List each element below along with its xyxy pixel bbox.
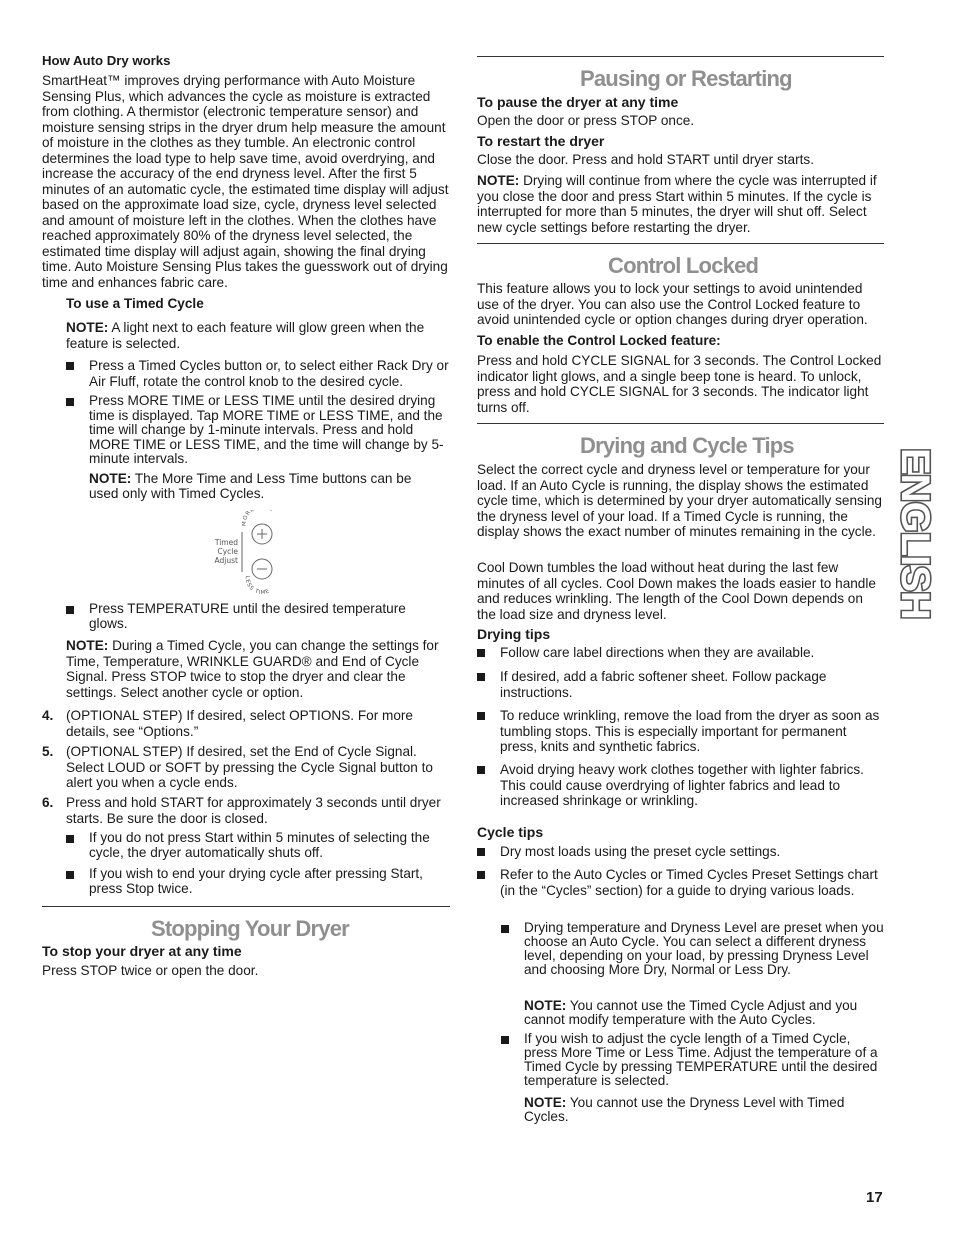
stopping-body: Press STOP twice or open the door. (42, 963, 259, 978)
stopping-title: Stopping Your Dryer (151, 916, 349, 941)
drying-tips-heading: Drying tips (477, 626, 551, 642)
language-side-tab (890, 448, 938, 628)
timed-bullet-2: Press MORE TIME or LESS TIME until the desired drying time is displayed. Tap MORE TIME or LESS TIME, and the time will change by 1-minute intervals. Press and hold MORE TIME or LESS TIME, and the time will change by 5-minute intervals. (89, 393, 444, 466)
tips-paragraph-2: Cool Down tumbles the load without heat during the last few minutes of all cycles. Cool Down makes the loads easier to handle and reduces wrinkling. The length of the Cool Down depends on the load size and dryness level. (477, 560, 876, 622)
figure-label-timed: Timed (214, 538, 238, 547)
how-auto-dry-body: SmartHeat™ improves drying performance with Auto Moisture Sensing Plus, which advances the cycle as moisture is extracted from clothing. A thermistor (electronic temperature sensor) and moisture sensing strips in the dryer drum help measure the amount of moisture in the clothes as they tumble. An electronic control determines the load type to help save time, avoid overdrying, and increase the accuracy of the end dryness level. After the first 5 minutes of an automatic cycle, the estimated time display will adjust based on the approximate load size, cycle, dryness level selected and amount of moisture left in the clothes. When the clothes have reached approximately 80% of the dryness level selected, the estimated time display will adjust again, showing the final drying time. Auto Moisture Sensing Plus takes the guesswork out of drying time and enhances fabric care. (42, 73, 449, 290)
how-auto-dry-heading: How Auto Dry works (42, 53, 171, 68)
page-number: 17 (866, 1189, 883, 1206)
timed-cycle-heading: To use a Timed Cycle (66, 296, 204, 311)
tips-paragraph-1: Select the correct cycle and dryness level or temperature for your load. If an Auto Cycle is running, the display shows the estimated cycle time, which is determined by your dryer automatically sensing the dryness level of your load. If a Timed Cycle is running, the display shows the exact number of minutes remaining in the cycle. (477, 462, 882, 539)
drying-tip-2: If desired, add a fabric softener sheet. Follow package instructions. (500, 669, 827, 700)
section-divider (42, 906, 450, 907)
bullet-square (477, 871, 485, 879)
more-time-label: MOR (241, 510, 253, 527)
timed-cycle-note (66, 320, 450, 351)
step-number: 5. (42, 744, 54, 759)
pause-body: Open the door or press STOP once. (477, 113, 695, 128)
step-5-text: (OPTIONAL STEP) If desired, set the End of Cycle Signal. Select LOUD or SOFT by pressing the Cycle Signal button to alert you when a cycle ends. (66, 744, 433, 790)
bullet-square (501, 1036, 509, 1044)
note-text: The More Time and Less Time buttons can be used only with Timed Cycles. (89, 471, 412, 501)
cycle-sub-note-2 (524, 1096, 884, 1124)
timed-note-3 (66, 638, 450, 700)
bullet-square (66, 398, 74, 406)
step-number: 4. (42, 708, 54, 723)
note-label: NOTE: (524, 998, 567, 1013)
bullet-square (477, 848, 485, 856)
pausing-note (477, 173, 884, 235)
step-6-text: Press and hold START for approximately 3 seconds until dryer starts. Be sure the door is closed. (66, 795, 441, 826)
enable-body: Press and hold CYCLE SIGNAL for 3 seconds. The Control Locked indicator light glows, and a single beep tone is heard. To unlock, press and hold CYCLE SIGNAL for 3 seconds. The indicator light turns off. (477, 353, 882, 415)
note-text: You cannot use the Dryness Level with Timed Cycles. (524, 1095, 845, 1124)
step-6-bullet-1: If you do not press Start within 5 minutes of selecting the cycle, the dryer automatically shuts off. (89, 830, 430, 860)
bullet-square (477, 766, 485, 774)
control-locked-title: Control Locked (608, 253, 759, 278)
note-text: During a Timed Cycle, you can change the settings for Time, Temperature, WRINKLE GUARD® and End of Cycle Signal. Press STOP twice to stop the dryer and clear the settings. Select another cycle or option. (66, 638, 439, 700)
bullet-square (477, 712, 485, 720)
drying-tip-1: Follow care label directions when they are available. (500, 645, 815, 660)
restart-body: Close the door. Press and hold START until dryer starts. (477, 152, 814, 167)
cycle-sub-note-1 (524, 999, 884, 1027)
restart-heading: To restart the dryer (477, 133, 605, 149)
step-number: 6. (42, 795, 54, 810)
cycle-sub-bullet-2: If you wish to adjust the cycle length of a Timed Cycle, press More Time or Less Time. Adjust the temperature of a Timed Cycle by pressing TEMPERATURE until the desired temperature is selected. (524, 1031, 878, 1088)
timed-cycle-adjust-graphic (206, 510, 296, 594)
step-4-text: (OPTIONAL STEP) If desired, select OPTIONS. For more details, see “Options.” (66, 708, 413, 739)
note-label: NOTE: (66, 320, 109, 335)
bullet-square (66, 606, 74, 614)
pause-heading: To pause the dryer at any time (477, 94, 679, 110)
timed-note-2 (89, 472, 429, 501)
tips-title: Drying and Cycle Tips (580, 433, 794, 458)
note-label: NOTE: (477, 173, 520, 188)
control-locked-body: This feature allows you to lock your settings to avoid unintended use of the dryer. You can also use the Control Locked feature to avoid unintended cycle or option changes during dryer operation. (477, 281, 868, 327)
timed-bullet-3: Press TEMPERATURE until the desired temperature glows. (89, 601, 406, 631)
bullet-square (477, 673, 485, 681)
bullet-square (66, 871, 74, 879)
note-text: A light next to each feature will glow green when the feature is selected. (66, 320, 425, 351)
cycle-tips-heading: Cycle tips (477, 824, 544, 840)
note-text: Drying will continue from where the cycle was interrupted if you close the door and press Start within 5 minutes. If the cycle is interrupted for more than 5 minutes, the dryer will shut off. Select new cycle settings before restarting the dryer. (477, 173, 877, 235)
section-divider (477, 423, 884, 424)
drying-tip-3: To reduce wrinkling, remove the load from the dryer as soon as tumbling stops. This is especially important for permanent press, knits and synthetic fabrics. (500, 708, 880, 754)
bullet-square (477, 649, 485, 657)
drying-tip-4: Avoid drying heavy work clothes together with lighter fabrics. This could cause overdrying of lighter fabrics and lead to increased shrinkage or wrinkling. (500, 762, 864, 808)
pausing-title: Pausing or Restarting (580, 66, 792, 91)
enable-heading: To enable the Control Locked feature: (477, 333, 721, 348)
figure-label-cycle: Cycle (217, 547, 238, 556)
bullet-square (66, 362, 74, 370)
figure-label-adjust: Adjust (214, 556, 238, 565)
side-tab-text: ENGLISH (893, 448, 937, 619)
bullet-square (501, 925, 509, 933)
note-label: NOTE: (66, 638, 109, 653)
svg-text:LESS TIME (244, 576, 271, 594)
bullet-square (66, 835, 74, 843)
step-6-bullet-2: If you wish to end your drying cycle after pressing Start, press Stop twice. (89, 866, 423, 896)
cycle-tip-1: Dry most loads using the preset cycle settings. (500, 844, 781, 859)
timed-bullet-1: Press a Timed Cycles button or, to select either Rack Dry or Air Fluff, rotate the control knob to the desired cycle. (89, 358, 449, 389)
timed-cycle-adjust-figure (206, 510, 296, 594)
stopping-subheading: To stop your dryer at any time (42, 943, 242, 959)
note-label: NOTE: (89, 471, 132, 486)
note-label: NOTE: (524, 1095, 567, 1110)
section-divider (477, 56, 884, 57)
cycle-tip-2: Refer to the Auto Cycles or Timed Cycles Preset Settings chart (in the “Cycles” section) for a guide to drying various loads. (500, 867, 878, 898)
cycle-sub-bullet-1: Drying temperature and Dryness Level are preset when you choose an Auto Cycle. You can select a different dryness level, depending on your load, by pressing Dryness Level and choosing More Dry, Normal or Less Dry. (524, 920, 884, 977)
section-divider (477, 243, 884, 244)
svg-text:MORE TIME (242, 510, 275, 526)
note-text: You cannot use the Timed Cycle Adjust and you cannot modify temperature with the Auto Cycles. (524, 998, 858, 1027)
less-time-label: LESS TIME (243, 575, 272, 594)
